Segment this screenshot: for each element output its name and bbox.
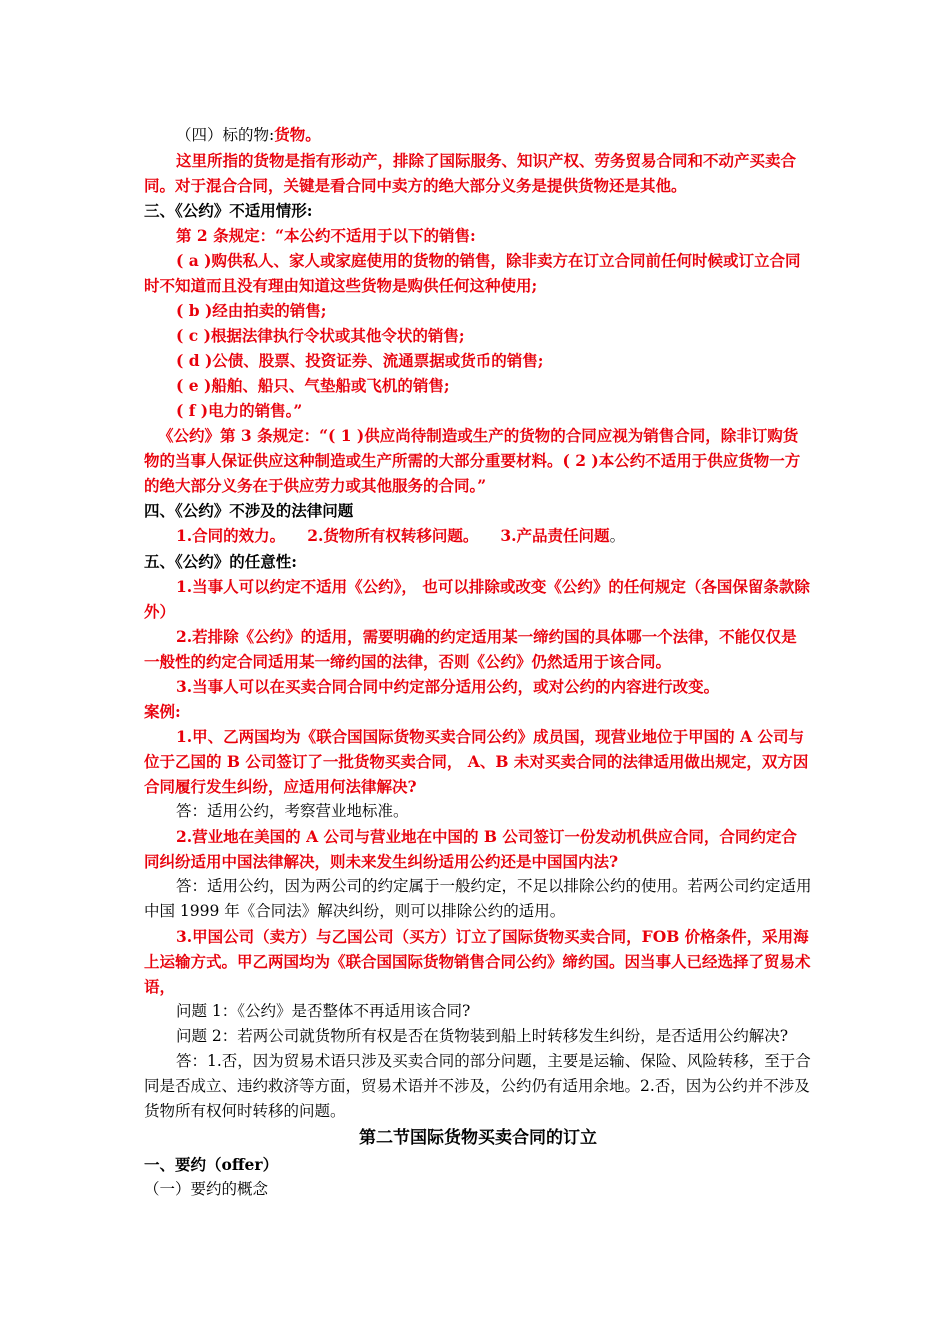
para-question-2: 问题 2：若两公司就货物所有权是否在货物装到船上时转移发生纠纷，是否适用公约解决?	[176, 1027, 789, 1045]
para-item-d: ( d )公债、股票、投资证券、流通票据或货币的销售;	[176, 351, 544, 370]
para-optional-3: 3.当事人可以在买卖合同合同中约定部分适用公约，或对公约的内容进行改变。	[176, 677, 720, 696]
para-answer-2: 答：适用公约，因为两公司的约定属于一般约定，不足以排除公约的使用。若两公司约定适用中国 1999 年《合同法》解决纠纷，则可以排除公约的适用。	[144, 877, 812, 920]
para-article-3: 《公约》第 3 条规定：“( 1 )供应尚待制造或生产的货物的合同应视为销售合同，除非订购货物的当事人保证供应这种制造或生产所需的大部分重要材料。( 2 )本公约不适用于供应货物一方的绝大部分义务在于供应劳力或其他服务的合同。”	[144, 426, 801, 495]
para-answer-1: 答：适用公约，考察营业地标准。	[176, 802, 409, 820]
para-item-b: ( b )经由拍卖的销售;	[176, 301, 327, 320]
para-item-f: ( f )电力的销售。”	[176, 401, 303, 420]
para-text: （四）标的物:	[176, 126, 275, 144]
para-case-3: 3.甲国公司（卖方）与乙国公司（买方）订立了国际货物买卖合同，FOB 价格条件，采用海上运输方式。甲乙两国均为《联合国国际货物销售合同公约》缔约国。因当事人已经选择了贸易术语，	[144, 927, 811, 996]
issue-3: 3.产品责任问题	[500, 526, 610, 545]
para-item-a: ( a )购供私人、家人或家庭使用的货物的销售，除非卖方在订立合同前任何时候或订立合同时不知道而且没有理由知道这些货物是购供任何这种使用;	[144, 251, 801, 295]
issue-3-period: 。	[609, 527, 626, 545]
heading-section-5: 五、《公约》的任意性:	[144, 552, 297, 571]
heading-section-4: 四、《公约》不涉及的法律问题	[144, 501, 354, 520]
para-optional-2: 2.若排除《公约》的适用，需要明确的约定适用某一缔约国的具体哪一个法律，不能仅仅是一般性的约定合同适用某一缔约国的法律，否则《公约》仍然适用于该合同。	[144, 627, 797, 671]
heading-cases: 案例:	[144, 702, 181, 721]
heading-section-3: 三、《公约》不适用情形:	[144, 201, 313, 220]
para-article-2: 第 2 条规定：“本公约不适用于以下的销售:	[176, 226, 476, 245]
issue-2: 2.货物所有权转移问题。	[307, 526, 479, 545]
document-body	[144, 122, 812, 1202]
heading-offer: 一、要约（offer）	[144, 1155, 279, 1174]
para-item-e: ( e )船舶、船只、气垫船或飞机的销售;	[176, 376, 450, 395]
para-question-1: 问题 1：《公约》是否整体不再适用该合同?	[176, 1002, 471, 1020]
issue-1: 1.合同的效力。	[176, 526, 286, 545]
para-item-c: ( c )根据法律执行令状或其他令状的销售;	[176, 326, 465, 345]
para-subject-matter	[144, 122, 812, 148]
para-goods-definition: 这里所指的货物是指有形动产，排除了国际服务、知识产权、劳务贸易合同和不动产买卖合同。对于混合合同，关键是看合同中卖方的绝大部分义务是提供货物还是其他。	[144, 151, 797, 195]
para-text-highlight: 货物。	[274, 125, 321, 144]
para-excluded-issues	[144, 523, 812, 549]
section-title: 第二节国际货物买卖合同的订立	[359, 1128, 597, 1148]
heading-offer-concept: （一）要约的概念	[144, 1180, 269, 1198]
para-optional-1: 1.当事人可以约定不适用《公约》， 也可以排除或改变《公约》的任何规定（各国保留条款除外）	[144, 577, 810, 621]
para-case-2: 2.营业地在美国的 A 公司与营业地在中国的 B 公司签订一份发动机供应合同，合同约定合同纠纷适用中国法律解决，则未来发生纠纷适用公约还是中国国内法?	[144, 827, 797, 871]
para-answer-3: 答：1.否，因为贸易术语只涉及买卖合同的部分问题，主要是运输、保险、风险转移，至于合同是否成立、违约救济等方面，贸易术语并不涉及，公约仍有适用余地。2.否，因为公约并不涉及货物所有权何时转移的问题。	[144, 1052, 811, 1120]
para-case-1: 1.甲、乙两国均为《联合国国际货物买卖合同公约》成员国，现营业地位于甲国的 A 公司与位于乙国的 B 公司签订了一批货物买卖合同， A、B 未对买卖合同的法律适用做出规定，双方因合同履行发生纠纷，应适用何法律解决?	[144, 727, 809, 796]
